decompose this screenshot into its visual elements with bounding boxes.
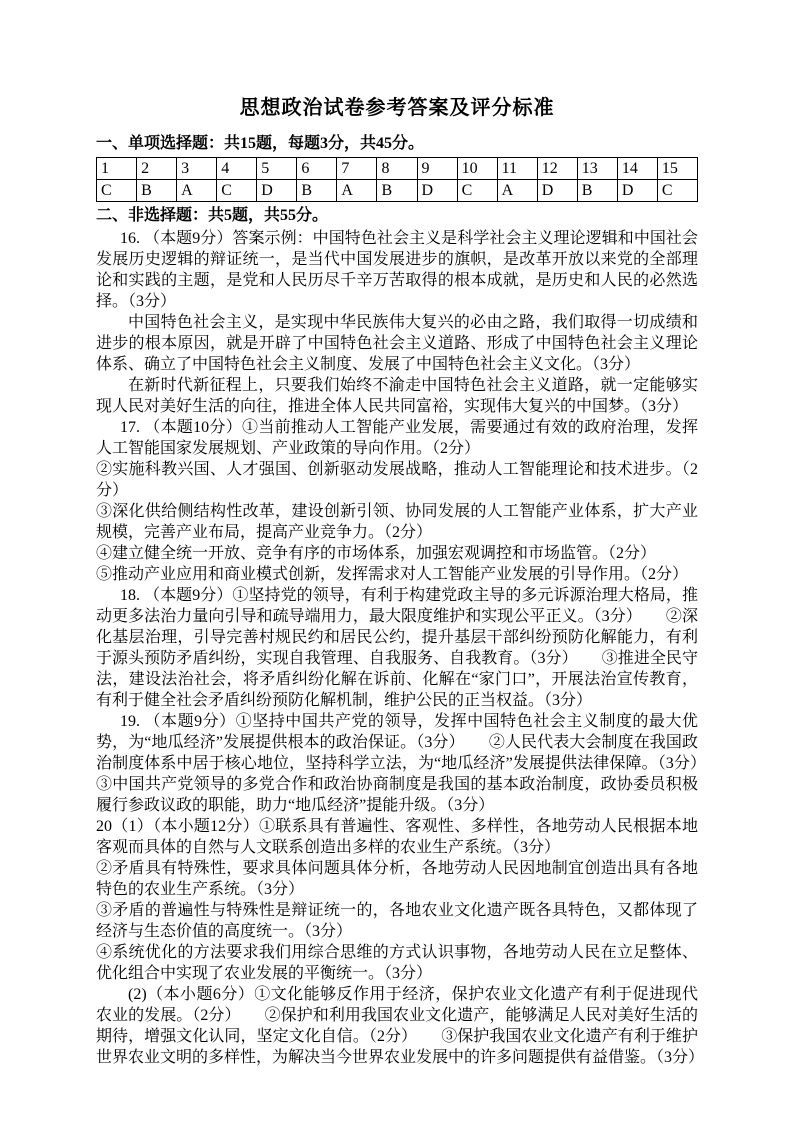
question-number-cell: 8 [377,158,417,180]
answer-cell: C [97,180,137,202]
question-number-cell: 1 [97,158,137,180]
answer-paragraph-q18: 18. （本题9分）①坚持党的领导，有利于构建党政主导的多元诉源治理大格局，推动更多法治力量向引导和疏导端用力，最大限度维护和实现公平正义。（3分） ②深化基层治理，引导完善村规民约和居民公约，提升基层干部纠纷预防化解能力，有利于源头预防矛盾纠纷，实现自我管理、自我服务、自我教育。（3分） ③推进全民守法，建设法治社会，将矛盾纠纷化解在诉前、化解在“家门口”，开展法治宣传教育，有利于健全社会矛盾纠纷预防化解机制，维护公民的正当权益。（3分） [96,587,698,709]
question-number-cell: 9 [417,158,457,180]
answer-cell: C [217,180,257,202]
answer-paragraph-q19: 19. （本题9分）①坚持中国共产党的领导，发挥中国特色社会主义制度的最大优势，为“地瓜经济”发展提供根本的政治保证。（3分） ②人民代表大会制度在我国政治制度体系中居于核心地位，坚持科学立法，为“地瓜经济”发展提供法律保障。（3分） ③中国共产党领导的多党合作和政治协商制度是我国的基本政治制度，政协委员积极履行参政议政的职能，助力“地瓜经济”提能升级。（3分） [96,713,731,814]
question-number-cell: 14 [617,158,657,180]
answer-paragraph-q20-1: 20（1）（本小题12分）①联系具有普遍性、客观性、多样性，各地劳动人民根据本地客观而具体的自然与人文联系创造出多样的农业生产系统。（3分） [96,818,698,856]
answer-table-answer-row [97,180,698,202]
answer-cell: D [537,180,577,202]
answer-cell: B [377,180,417,202]
question-number-cell: 10 [457,158,497,180]
question-number-cell: 5 [257,158,297,180]
question-number-cell: 13 [577,158,617,180]
answer-cell: C [657,180,697,202]
page-title: 思想政治试卷参考答案及评分标准 [239,97,555,119]
question-number-cell: 4 [217,158,257,180]
answer-paragraph-q20-3: ③矛盾的普遍性与特殊性是辩证统一的，各地农业文化遗产既各具特色，又都体现了经济与生态价值的高度统一。（3分） [96,902,698,940]
answer-paragraph-q17-4: ④建立健全统一开放、竞争有序的市场体系，加强宏观调控和市场监管。（2分） [96,545,657,562]
answer-paragraph-q20-2: ②矛盾具有特殊性，要求具体问题具体分析，各地劳动人民因地制宜创造出具有各地特色的农业生产系统。（3分） [96,860,698,898]
answer-paragraph-q17-1: 17. （本题10分）①当前推动人工智能产业发展，需要通过有效的政府治理，发挥人工智能国家发展规划、产业政策的导向作用。（2分） [96,419,698,457]
question-number-cell: 6 [297,158,337,180]
answer-paragraph-q16-1: 16. （本题9分）答案示例：中国特色社会主义是科学社会主义理论逻辑和中国社会发展历史逻辑的辩证统一，是当代中国发展进步的旗帜，是改革开放以来党的全部理论和实践的主题，是党和人民历尽千辛万苦取得的根本成就，是历史和人民的必然选择。（3分） [96,230,698,310]
answer-paragraph-q20-5: (2)（本小题6分）①文化能够反作用于经济，保护农业文化遗产有利于促进现代农业的发展。（2分） ②保护和利用我国农业文化遗产，能够满足人民对美好生活的期待，增强文化认同，坚定文化自信。（2分） ③保护我国农业文化遗产有利于维护世界农业文明的多样性，为解决当今世界农业发展中的许多问题提供有益借鉴。（3分） [96,986,705,1066]
answer-cell: D [257,180,297,202]
answer-paragraph-q16-3: 在新时代新征程上，只要我们始终不渝走中国特色社会主义道路，就一定能够实现人民对美好生活的向往，推进全体人民共同富裕，实现伟大复兴的中国梦。（3分） [96,377,698,415]
answer-paragraph-q16-2: 中国特色社会主义，是实现中华民族伟大复兴的必由之路，我们取得一切成绩和进步的根本原因，就是开辟了中国特色社会主义道路、形成了中国特色社会主义理论体系、确立了中国特色社会主义制度、发展了中国特色社会主义文化。（3分） [96,314,698,373]
answer-paragraph-q17-2: ②实施科教兴国、人才强国、创新驱动发展战略，推动人工智能理论和技术进步。（2分） [96,461,698,499]
question-number-cell: 15 [657,158,697,180]
answer-cell: A [337,180,377,202]
section2-heading: 二、非选择题：共5题，共55分。 [96,207,329,224]
question-number-cell: 12 [537,158,577,180]
answer-table-number-row [97,158,698,180]
answer-paragraph-q20-4: ④系统优化的方法要求我们用综合思维的方式认识事物，各地劳动人民在立足整体、优化组合中实现了农业发展的平衡统一。（3分） [96,944,698,982]
answer-cell: C [457,180,497,202]
answer-cell: B [137,180,177,202]
answer-cell: A [497,180,537,202]
answer-cell: B [297,180,337,202]
answer-paragraph-q17-3: ③深化供给侧结构性改革，建设创新引领、协同发展的人工智能产业体系，扩大产业规模，完善产业布局，提高产业竞争力。（2分） [96,503,698,541]
question-number-cell: 11 [497,158,537,180]
answer-table [96,157,698,202]
answer-cell: D [417,180,457,202]
question-number-cell: 3 [177,158,217,180]
answer-cell: B [577,180,617,202]
answer-cell: D [617,180,657,202]
answer-cell: A [177,180,217,202]
answers-body [96,228,731,1068]
answer-paragraph-q17-5: ⑤推动产业应用和商业模式创新，发挥需求对人工智能产业发展的引导作用。（2分） [96,566,689,583]
section1-heading: 一、单项选择题：共15题，每题3分，共45分。 [96,135,425,152]
question-number-cell: 2 [137,158,177,180]
question-number-cell: 7 [337,158,377,180]
